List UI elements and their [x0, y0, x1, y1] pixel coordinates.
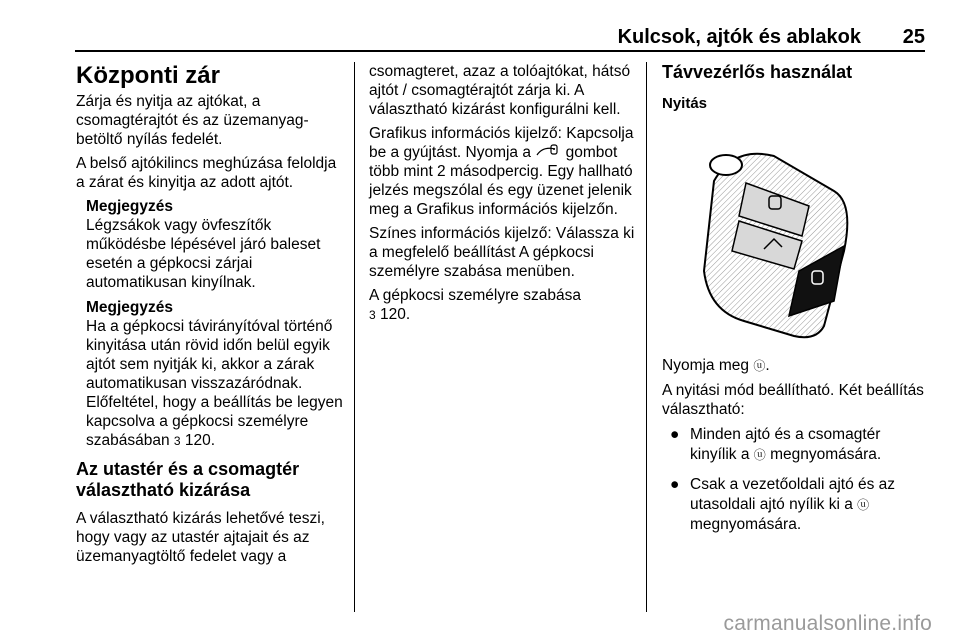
note-box — [76, 197, 348, 292]
bullet-icon: ● — [670, 426, 680, 443]
paragraph: A belső ajtókilincs meghúzása feloldja a zárat és kinyitja az adott ajtót. — [76, 155, 337, 191]
note-heading: Megjegyzés — [86, 198, 174, 215]
watermark: carmanualsonline.info — [723, 612, 932, 635]
page-ref-arrow-icon: 3 — [173, 434, 181, 448]
bullet-list — [662, 425, 928, 535]
note-text: Légzsákok vagy övfeszítők működésbe lépésével járó baleset esetén a gépkocsi zárjai automatikusan kinyílnak. — [86, 217, 321, 291]
paragraph: Grafikus információs kijelző: Kapcsolja be a gyújtást. Nyomja a gombot több mint 2 másodpercig. Egy hallható jelzés megszólal és egy üzenet jelenik meg a Grafikus információs kijelzőn. — [369, 125, 634, 218]
section-heading-remote: Távvezérlős használat — [662, 62, 853, 82]
page-ref[interactable]: 120. — [184, 432, 216, 449]
column-divider — [354, 62, 355, 612]
bullet-icon: ● — [670, 476, 680, 493]
section-heading-selective-lock: Az utastér és a csomagtér választható kizárása — [76, 459, 300, 500]
unlock-icon: ⓤ — [753, 359, 766, 373]
column-divider — [646, 62, 647, 612]
key-fob-illustration — [684, 141, 854, 341]
column-1 — [76, 62, 348, 571]
section-heading-central-lock: Központi zár — [76, 62, 220, 89]
paragraph: Nyomja meg ⓤ. — [662, 357, 770, 374]
list-item: ● Minden ajtó és a csomagtér kinyílik a ⓤ megnyomására. — [670, 426, 882, 463]
column-2 — [369, 62, 637, 330]
note-box — [76, 298, 348, 451]
column-3 — [662, 62, 928, 545]
page-ref-arrow-icon: 3 — [369, 308, 376, 322]
note-heading: Megjegyzés — [86, 299, 174, 316]
note-text: Ha a gépkocsi távirányítóval történő kinyitása után rövid időn belül egyik ajtót sem nyitják ki, akkor a zárak automatikusan visszazáródnak. Előfeltétel, hogy a beállítás be legyen kapcsolva a gépkocsi személyre szabásában 3 120. — [86, 318, 343, 449]
subheading-unlock: Nyitás — [662, 95, 708, 112]
paragraph: csomagteret, azaz a tolóajtókat, hátsó ajtót / csomagtérajtót zárja ki. A választható kizárást konfigurálni kell. — [369, 63, 631, 118]
list-item: ● Csak a vezetőoldali ajtó és az utasoldali ajtó nyílik ki a ⓤ megnyomására. — [670, 476, 896, 533]
paragraph: Zárja és nyitja az ajtókat, a csomagtérajtót és az üzemanyag-betöltő nyílás fedelét. — [76, 93, 309, 148]
key-button-icon — [535, 144, 561, 161]
unlock-icon: ⓤ — [753, 448, 766, 462]
page-number: 25 — [902, 26, 925, 48]
page-header — [75, 18, 925, 52]
paragraph: A választható kizárás lehetővé teszi, hogy vagy az utastér ajtajait és az üzemanyagtöltő fedelet vagy a — [76, 510, 325, 565]
unlock-icon: ⓤ — [857, 498, 870, 512]
paragraph: A nyitási mód beállítható. Két beállítás választható: — [662, 382, 924, 418]
paragraph: A gépkocsi személyre szabása 3 120. — [369, 287, 581, 323]
chapter-title: Kulcsok, ajtók és ablakok — [617, 26, 861, 48]
page-ref[interactable]: 120. — [380, 306, 411, 323]
paragraph: Színes információs kijelző: Válassza ki a megfelelő beállítást A gépkocsi személyre szabása menüben. — [369, 225, 635, 280]
